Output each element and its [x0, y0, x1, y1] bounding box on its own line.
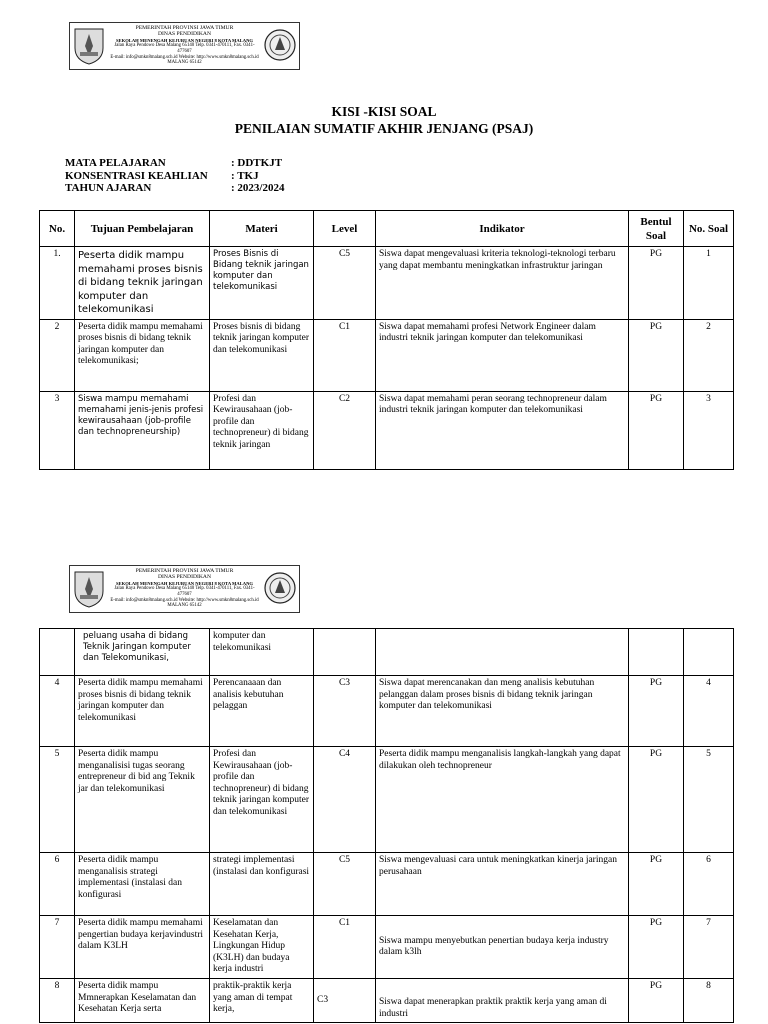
cell-indikator: Siswa mampu menyebutkan penertian budaya kerja industry dalam k3lh [376, 916, 629, 979]
header-nosoal: No. Soal [684, 211, 734, 247]
header-bentuk: Bentul Soal [629, 211, 684, 247]
kisi-table-page1 [39, 210, 734, 470]
table-row [40, 916, 734, 979]
header-tujuan: Tujuan Pembelajaran [75, 211, 210, 247]
cell-bentuk: PG [629, 747, 684, 853]
header-indikator: Indikator [376, 211, 629, 247]
title-line2: PENILAIAN SUMATIF AKHIR JENJANG (PSAJ) [234, 121, 534, 136]
table-row [40, 747, 734, 853]
meta-label: KONSENTRASI KEAHLIAN [65, 169, 208, 182]
cell-indikator: Siswa dapat mengevaluasi kriteria teknologi-teknologi terbaru yang dapat membantu meningkatkan infrastruktur jaringan [376, 247, 629, 320]
letterhead-line4: Jalan Raya Pendowo Desa Malang 65140 Telp. 0341-470111, Fax. 0341-477607 [114, 586, 255, 597]
table-header-row [40, 211, 734, 247]
cell-tujuan: peluang usaha di bidang Teknik Jaringan komputer dan Telekomunikasi, [75, 629, 210, 676]
cell-tujuan: Peserta didik mampu Mmnerapkan Keselamatan dan Kesehatan Kerja serta [75, 979, 210, 1023]
letterhead-line1: PEMERINTAH PROVINSI JAWA TIMUR [135, 25, 234, 31]
cell-no: 4 [40, 676, 75, 747]
school-logo-icon [263, 569, 297, 607]
cell-bentuk: PG [629, 676, 684, 747]
letterhead-line5: E-mail: info@smkn8malang.sch.id Website: http://www.smkn8malang.sch.id [110, 597, 259, 603]
cell-nosoal: 7 [684, 916, 734, 979]
letterhead-line2: DINAS PENDIDIKAN [158, 574, 211, 581]
cell-no: 3 [40, 391, 75, 469]
cell-indikator: Siswa mengevaluasi cara untuk meningkatkan kinerja jaringan perusahaan [376, 853, 629, 916]
meta-label: MATA PELAJARAN [65, 157, 166, 169]
cell-materi: strategi implementasi (instalasi dan konfigurasi [210, 853, 314, 916]
cell-materi: komputer dan telekomunikasi [210, 629, 314, 676]
cell-indikator: Peserta didik mampu menganalisis langkah-langkah yang dapat dilakukan oleh technopreneur [376, 747, 629, 853]
cell-nosoal: 6 [684, 853, 734, 916]
cell-no: 5 [40, 747, 75, 853]
school-logo-icon [263, 26, 297, 64]
meta-value: : TKJ [231, 169, 259, 182]
cell-bentuk: PG [629, 247, 684, 320]
cell-bentuk: PG [629, 979, 684, 1023]
cell-indikator: Siswa dapat merencanakan dan meng analisis kebutuhan pelanggan dalam proses bisnis di bidang teknik jaringan komputer dan telekomunikasi [376, 676, 629, 747]
cell-tujuan: Peserta didik mampu menganalisisi tugas seorang entrepreneur di bid ang Teknik jar dan telekomunikasi [75, 747, 210, 853]
cell-indikator: Siswa dapat menerapkan praktik praktik kerja yang aman di industri [376, 979, 629, 1023]
letterhead-line2: DINAS PENDIDIKAN [158, 31, 211, 38]
cell-tujuan: Peserta didik mampu memahami pengertian budaya kerjavindustri dalam K3LH [75, 916, 210, 979]
letterhead-line4: Jalan Raya Pendowo Desa Malang 65140 Telp. 0341-470111, Fax. 0341-477607 [114, 43, 255, 54]
meta-subject [65, 157, 284, 170]
cell-tujuan: Peserta didik mampu memahami proses bisnis di bidang teknik jaringan komputer dan telekomunikasi; [75, 319, 210, 391]
cell-level: C1 [314, 916, 376, 979]
meta-label: TAHUN AJARAN [65, 182, 152, 194]
cell-indikator: Siswa dapat memahami peran seorang technopreneur dalam industri teknik jaringan komputer dan telekomunikasi [376, 391, 629, 469]
table-row [40, 629, 734, 676]
cell-tujuan: Siswa mampu memahami memahami jenis-jenis profesi kewirausahaan (job-profile dan technopreneurship) [75, 391, 210, 469]
cell-bentuk: PG [629, 853, 684, 916]
cell-tujuan: Peserta didik mampu memahami proses bisnis di bidang teknik jaringan komputer dan telekomunikasi [75, 676, 210, 747]
east-java-emblem-icon [72, 26, 106, 66]
letterhead-line3: SEKOLAH MENENGAH KEJURUAN NEGERI 8 KOTA MALANG [116, 580, 253, 586]
cell-level [314, 629, 376, 676]
letterhead [69, 22, 300, 70]
meta-value: : DDTKJT [231, 157, 283, 169]
cell-nosoal: 5 [684, 747, 734, 853]
document-meta [65, 157, 284, 195]
cell-level: C3 [314, 979, 376, 1023]
table-row [40, 676, 734, 747]
header-level: Level [314, 211, 376, 247]
cell-bentuk [629, 629, 684, 676]
cell-tujuan: Peserta didik mampu menganalisis strategi implementasi (instalasi dan konfigurasi [75, 853, 210, 916]
table-row [40, 247, 734, 320]
cell-no: 2 [40, 319, 75, 391]
header-no: No. [40, 211, 75, 247]
cell-level: C5 [314, 853, 376, 916]
cell-no: 1. [40, 247, 75, 320]
cell-nosoal: 3 [684, 391, 734, 469]
meta-concentration [65, 170, 284, 183]
cell-materi: Proses Bisnis di Bidang teknik jaringan komputer dan telekomunikasi [210, 247, 314, 320]
table-row [40, 853, 734, 916]
letterhead-line6: MALANG 65142 [167, 60, 202, 66]
title-line1: KISI -KISI SOAL [331, 104, 437, 119]
cell-indikator [376, 629, 629, 676]
cell-bentuk: PG [629, 319, 684, 391]
cell-no: 7 [40, 916, 75, 979]
cell-materi: Profesi dan Kewirausahaan (job-profile dan technopreneur) di bidang teknik jaringan komputer dan telekomunikasi [210, 747, 314, 853]
cell-nosoal: 4 [684, 676, 734, 747]
cell-materi: Keselamatan dan Kesehatan Kerja, Lingkungan Hidup (K3LH) dan budaya kerja industri [210, 916, 314, 979]
cell-level: C4 [314, 747, 376, 853]
east-java-emblem-icon [72, 569, 106, 609]
table-row [40, 319, 734, 391]
letterhead-line6: MALANG 65142 [167, 603, 202, 609]
cell-nosoal: 1 [684, 247, 734, 320]
cell-materi: praktik-praktik kerja yang aman di tempat kerja, [210, 979, 314, 1023]
cell-no [40, 629, 75, 676]
table-row [40, 391, 734, 469]
letterhead-page2 [69, 565, 300, 613]
table-row [40, 979, 734, 1023]
cell-nosoal: 8 [684, 979, 734, 1023]
letterhead-line1: PEMERINTAH PROVINSI JAWA TIMUR [135, 568, 234, 574]
cell-level: C5 [314, 247, 376, 320]
header-materi: Materi [210, 211, 314, 247]
cell-tujuan: Peserta didik mampu memahami proses bisnis di bidang teknik jaringan komputer dan telekomunikasi [75, 247, 210, 320]
cell-no: 8 [40, 979, 75, 1023]
kisi-table-page2 [39, 628, 734, 1023]
cell-materi: Perencanaaan dan analisis kebutuhan pelaggan [210, 676, 314, 747]
letterhead-line3: SEKOLAH MENENGAH KEJURUAN NEGERI 8 KOTA MALANG [116, 37, 253, 43]
cell-level: C2 [314, 391, 376, 469]
cell-indikator: Siswa dapat memahami profesi Network Engineer dalam industri teknik jaringan komputer dan telekomunikasi [376, 319, 629, 391]
cell-bentuk: PG [629, 391, 684, 469]
cell-no: 6 [40, 853, 75, 916]
cell-bentuk: PG [629, 916, 684, 979]
cell-materi: Proses bisnis di bidang teknik jaringan komputer dan telekomunikasi [210, 319, 314, 391]
cell-level: C3 [314, 676, 376, 747]
meta-value: : 2023/2024 [231, 182, 285, 194]
letterhead-line5: E-mail: info@smkn8malang.sch.id Website: http://www.smkn8malang.sch.id [110, 54, 259, 60]
meta-year [65, 182, 284, 195]
cell-nosoal [684, 629, 734, 676]
cell-level: C1 [314, 319, 376, 391]
cell-materi: Profesi dan Kewirausahaan (job-profile dan technopreneur) di bidang teknik jaringan [210, 391, 314, 469]
cell-nosoal: 2 [684, 319, 734, 391]
